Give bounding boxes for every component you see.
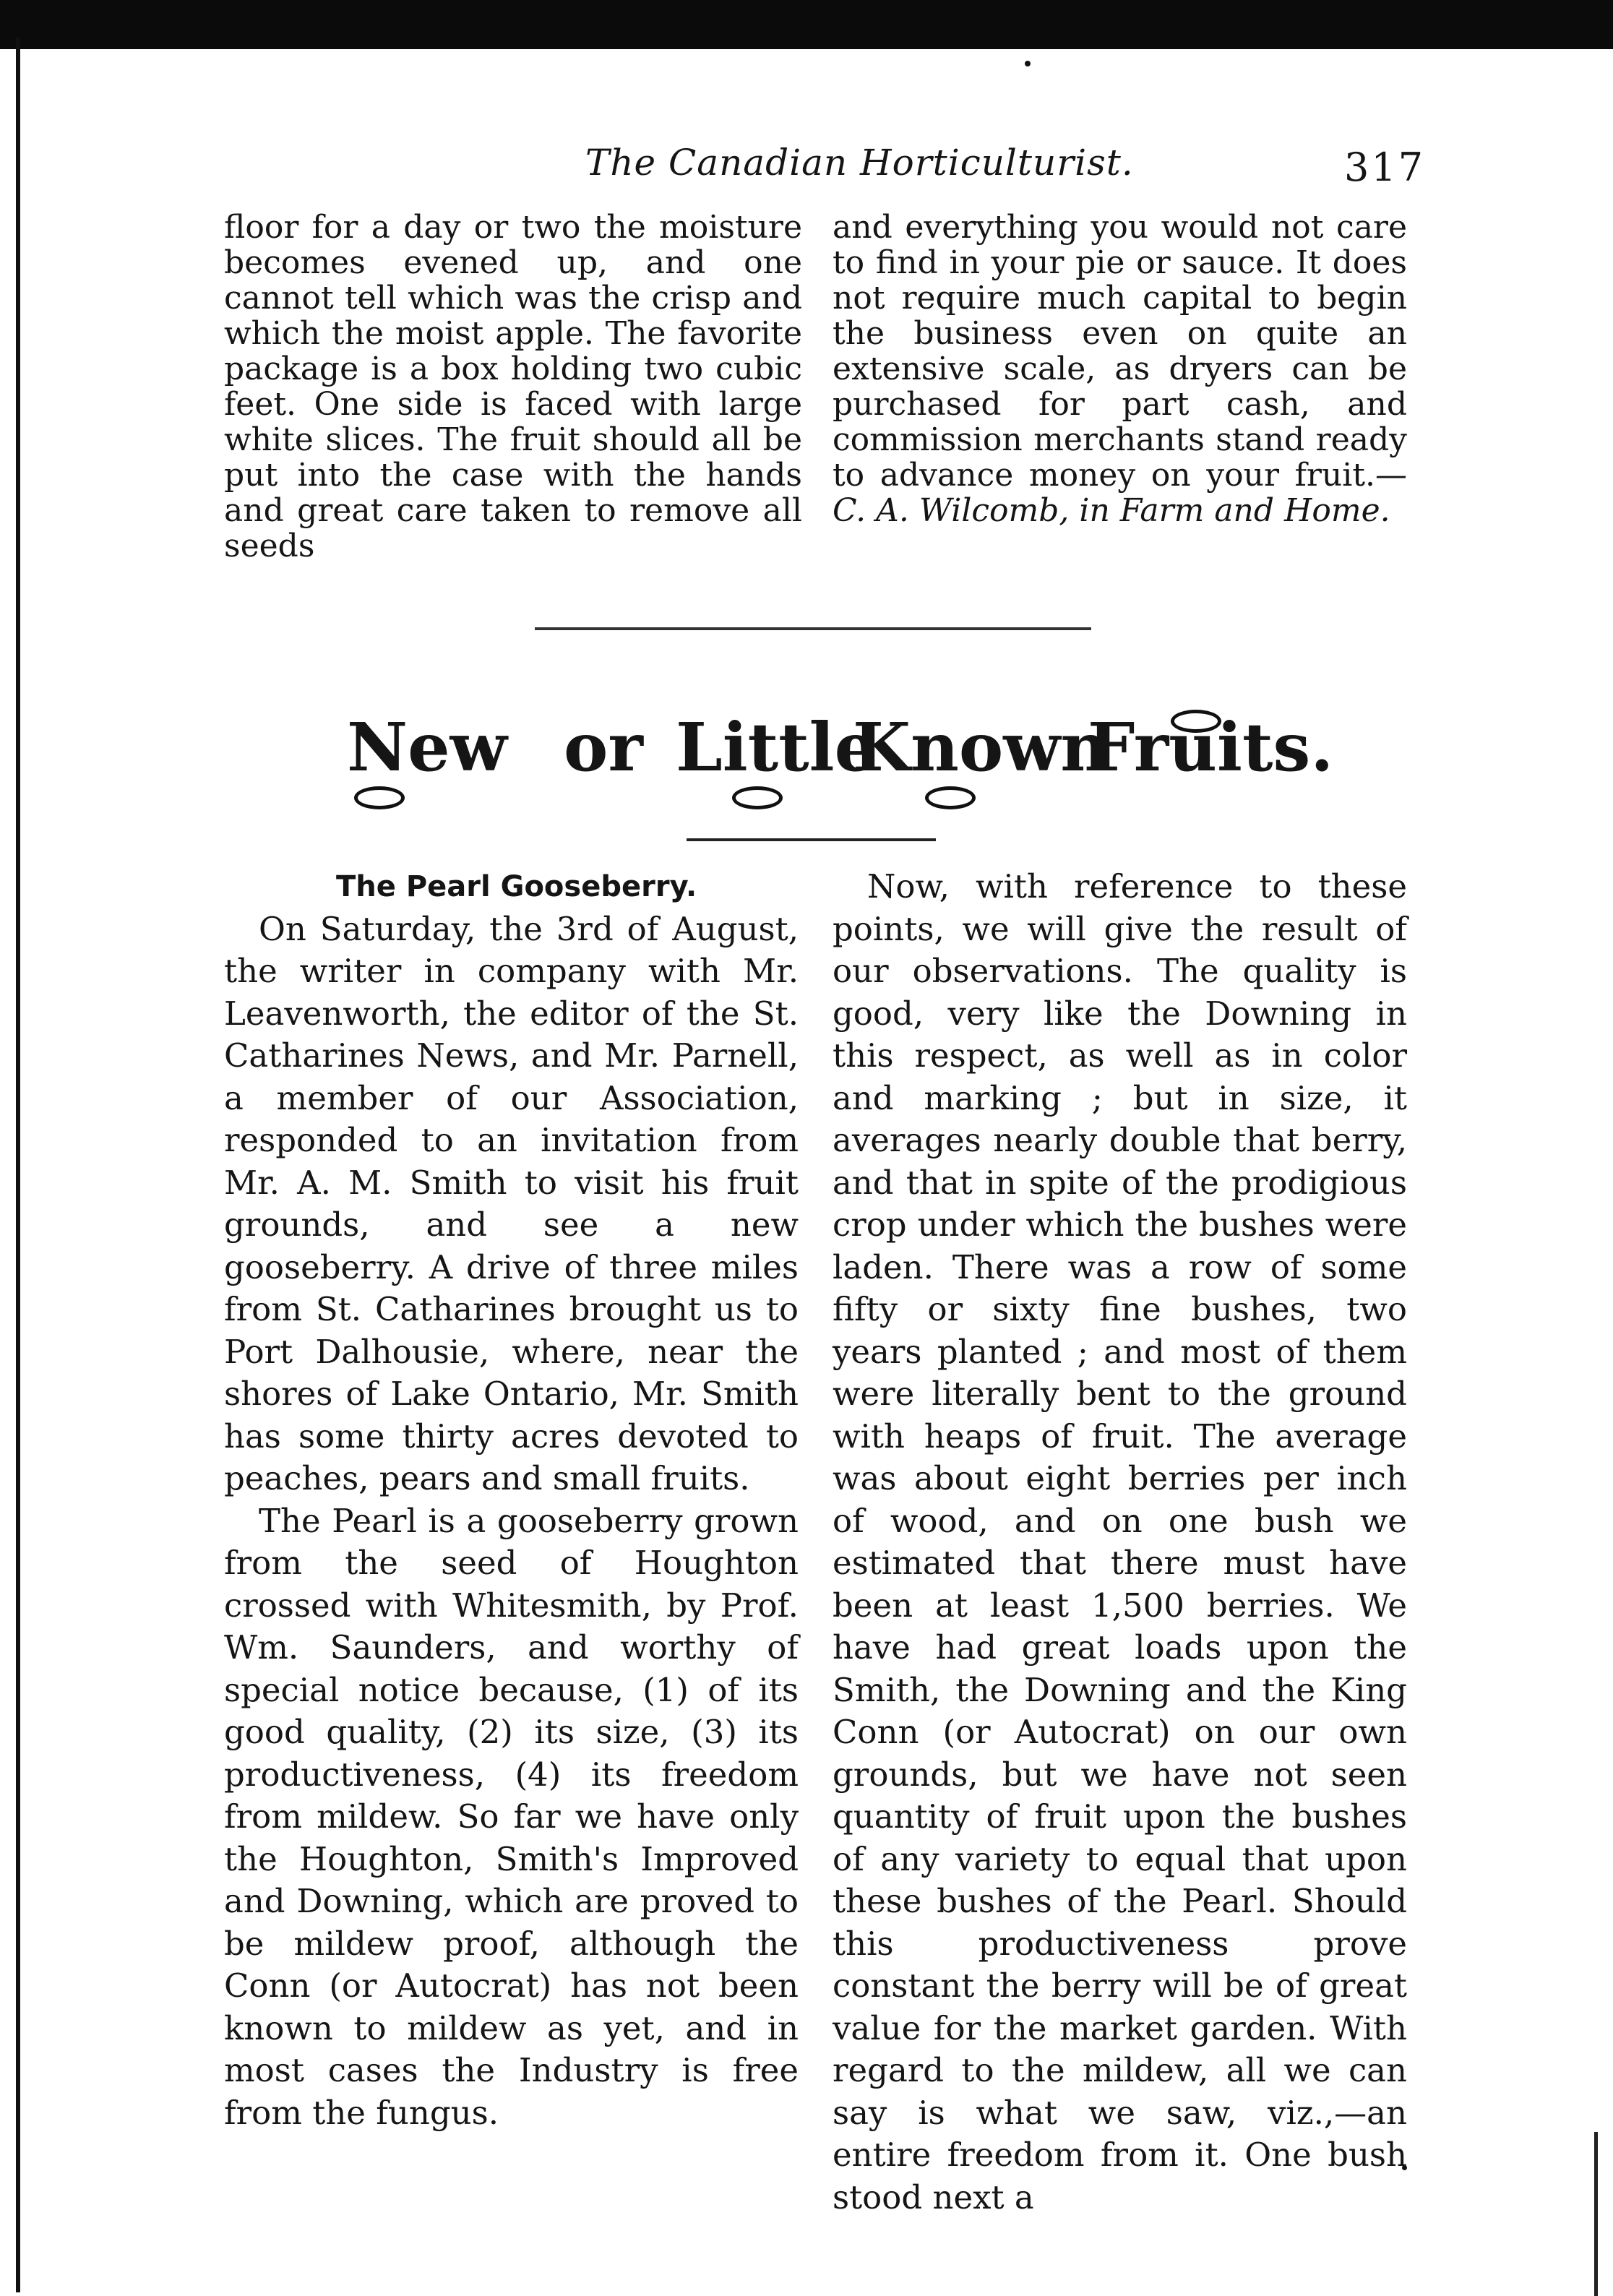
flourish-ornament bbox=[925, 786, 976, 809]
heading-word: New bbox=[347, 708, 507, 786]
section-heading bbox=[347, 708, 1334, 817]
flourish-ornament bbox=[354, 786, 405, 809]
paragraph: floor for a day or two the moisture becomes evened up, and one cannot tell which was the crisp and which the moist apple. The favorite package is a box holding two cubic feet. One side is faced with large white slices. The fruit should all be put into the case with the hands and great care taken to remove all seeds bbox=[224, 209, 802, 564]
heading-underline bbox=[687, 838, 936, 841]
paragraph: On Saturday, the 3rd of August, the writer in company with Mr. Leavenworth, the editor of the St. Catharines News, and Mr. Parnell, a member of our Association, responded to an invitation from Mr. A. M. Smith to visit his fruit grounds, and see a new gooseberry. A drive of three miles from St. Catharines brought us to Port Dalhousie, where, near the shores of Lake Ontario, Mr. Smith has some thirty acres devoted to peaches, pears and small fruits. bbox=[224, 909, 799, 1497]
citation: —C. A. Wilcomb, in Farm and Home. bbox=[833, 457, 1407, 529]
continued-text-left bbox=[224, 210, 802, 564]
right-scan-mark bbox=[1594, 2132, 1598, 2296]
paragraph bbox=[833, 210, 1407, 528]
article-subhead: The Pearl Gooseberry. bbox=[336, 870, 697, 903]
section-divider bbox=[535, 627, 1091, 630]
continued-text-right bbox=[833, 210, 1407, 528]
top-scan-border bbox=[0, 0, 1613, 49]
heading-word: or bbox=[564, 708, 643, 786]
paragraph: The Pearl is a gooseberry grown from the seed of Houghton crossed with Whitesmith, by Prof. Wm. Saunders, and worthy of special notice because, (1) of its good quality, (2) its size, (3) its productiveness, (4) its freedom from mildew. So far we have only the Houghton, Smith's Improved and Downing, which are proved to be mildew proof, although the Conn (or Autocrat) has not been known to mildew as yet, and in most cases the Industry is free from the fungus. bbox=[224, 1501, 799, 2132]
article-column-right bbox=[833, 866, 1407, 2219]
left-scan-border bbox=[16, 38, 20, 2292]
paragraph-text: and everything you would not care to find in your pie or sauce. It does not require much capital to begin the business even on quite an extensive scale, as dryers can be purchased for part cash, and commission merchants stand ready to advance money on your fruit. bbox=[833, 209, 1407, 494]
article-column-left bbox=[224, 866, 799, 2134]
heading-word: Fruits. bbox=[1088, 708, 1334, 786]
paragraph: Now, with reference to these points, we will give the result of our observations. The quality is good, very like the Downing in this respect, as well as in color and marking ; but in size, it averages nearly double that berry, and that in spite of the prodigious crop under which the bushes were laden. There was a row of some fifty or sixty fine bushes, two years planted ; and most of them were literally bent to the ground with heaps of fruit. The average was about eight berries per inch of wood, and on one bush we estimated that there must have been at least 1,500 berries. We have had great loads upon the Smith, the Downing and the King Conn (or Autocrat) on our own grounds, but we have not seen quantity of fruit upon the bushes of any variety to equal that upon these bushes of the Pearl. Should this productiveness prove constant the berry will be of great value for the market garden. With regard to the mildew, all we can say is what we saw, viz.,—an entire freedom from it. One bush stood next a bbox=[833, 867, 1407, 2217]
scan-speck bbox=[1025, 61, 1031, 66]
page-number: 317 bbox=[1344, 145, 1426, 190]
heading-word: Known bbox=[853, 708, 1109, 786]
flourish-ornament bbox=[732, 786, 783, 809]
flourish-ornament bbox=[1171, 710, 1221, 733]
running-header bbox=[0, 142, 1613, 199]
running-title: The Canadian Horticulturist. bbox=[585, 142, 1134, 184]
heading-word: Little bbox=[676, 708, 877, 786]
